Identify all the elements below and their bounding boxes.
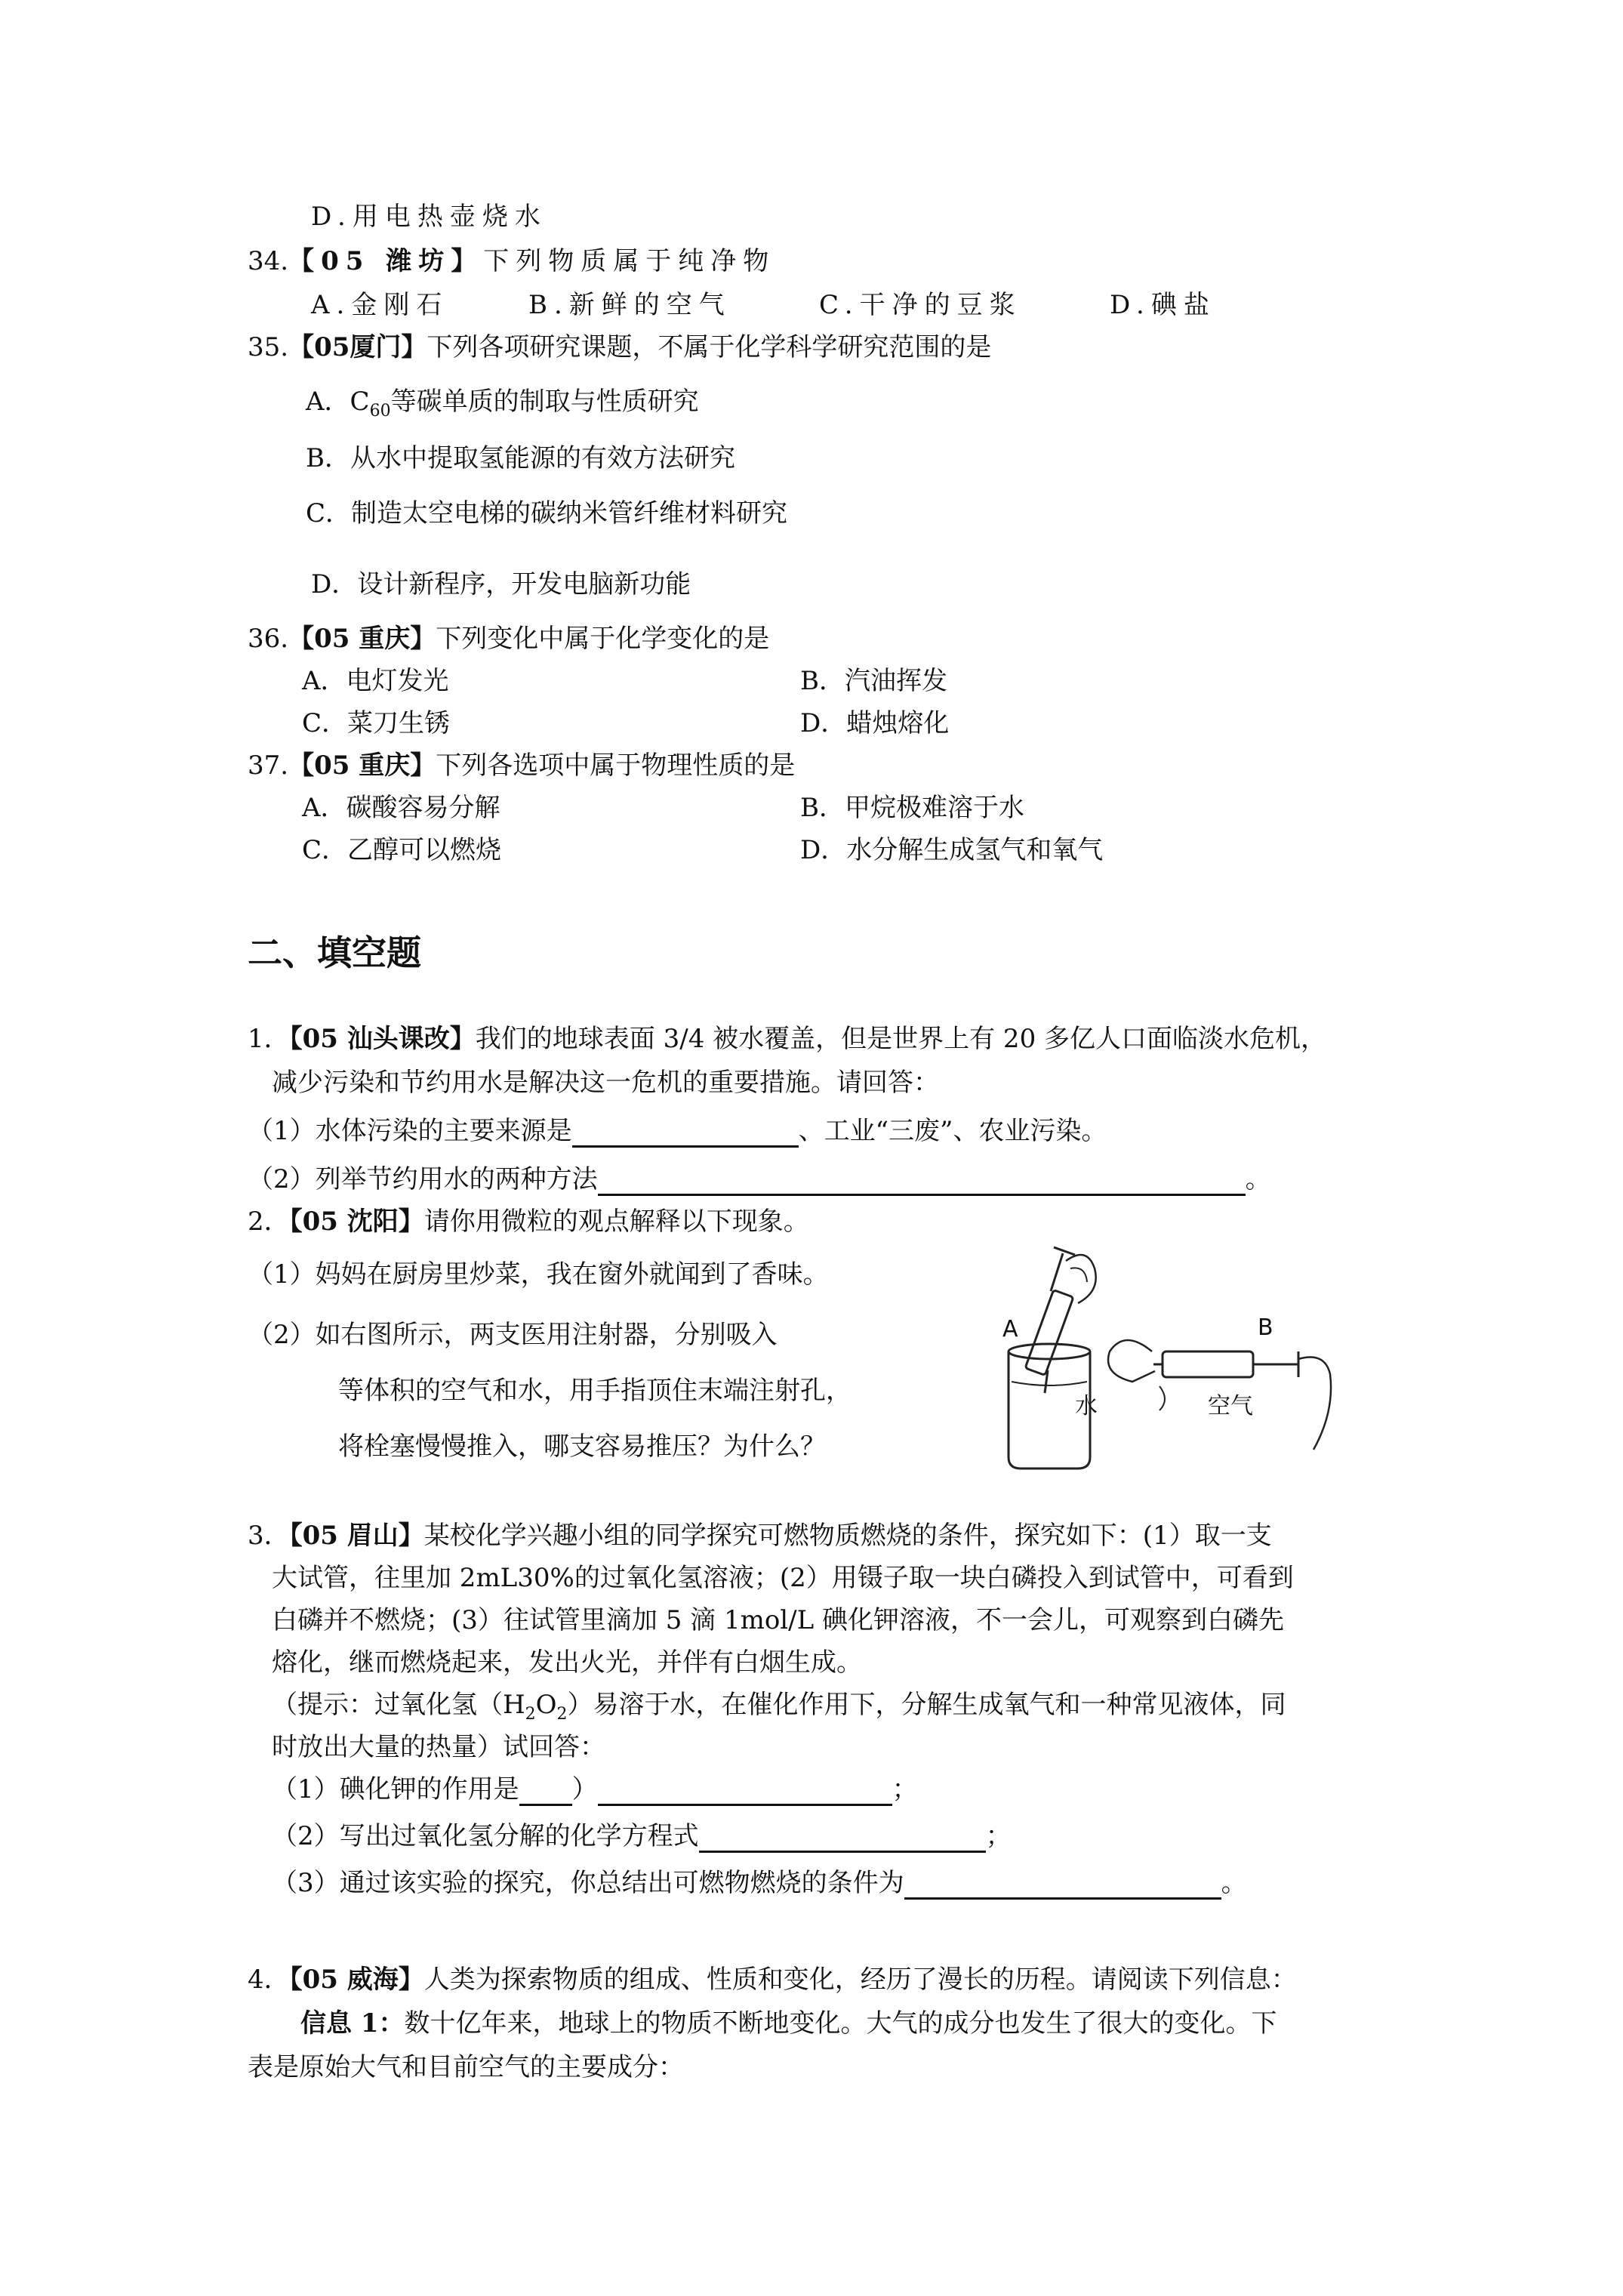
f3-line-3: 白磷并不燃烧；(3）往试管里滴加 5 滴 1mol/L 碘化钾溶液，不一会儿，可观察到白磷先 bbox=[272, 1605, 1285, 1635]
f4-stem: 4．【05 威海】人类为探索物质的组成、性质和变化，经历了漫长的历程。请阅读下列信息： bbox=[248, 1965, 1297, 1995]
q34-stem bbox=[248, 245, 775, 278]
q34-option-c: C.干净的豆浆 bbox=[819, 290, 1022, 320]
q33-option-d: D.用电热壶烧水 bbox=[311, 202, 547, 232]
question-number: 34. bbox=[248, 246, 289, 276]
answer-blank[interactable] bbox=[598, 1165, 1246, 1196]
source-tag: 【05 威海】 bbox=[289, 1965, 424, 1995]
answer-blank[interactable] bbox=[519, 1775, 572, 1806]
f3-line-4: 熔化，继而燃烧起来，发出火光，并伴有白烟生成。 bbox=[272, 1647, 862, 1678]
f3-line-1: 3．【05 眉山】某校化学兴趣小组的同学探究可燃物质燃烧的条件，探究如下：(1）取一支 bbox=[248, 1521, 1272, 1551]
answer-blank[interactable] bbox=[699, 1822, 986, 1853]
label-water: 水 bbox=[1075, 1393, 1098, 1419]
answer-blank[interactable] bbox=[904, 1869, 1221, 1900]
q37-option-b: B．甲烷极难溶于水 bbox=[800, 793, 1024, 823]
label-b: B bbox=[1258, 1314, 1273, 1341]
f1-part-2: （2）列举节约用水的两种方法 。 bbox=[248, 1164, 1271, 1194]
question-text: 下列各项研究课题，不属于化学科学研究范围的是 bbox=[427, 332, 992, 362]
source-tag: 【05 潍坊】 bbox=[288, 246, 484, 276]
f3-part-2: （2）写出过氧化氢分解的化学方程式 ； bbox=[272, 1821, 1012, 1851]
question-number: 4． bbox=[248, 1965, 290, 1995]
section-heading: 二、填空题 bbox=[248, 932, 421, 973]
f3-line-2: 大试管，往里加 2mL30%的过氧化氢溶液；(2）用镊子取一块白磷投入到试管中，可看到 bbox=[272, 1563, 1294, 1593]
answer-blank[interactable] bbox=[598, 1775, 892, 1806]
f2-part-1: （1）妈妈在厨房里炒菜，我在窗外就闻到了香味。 bbox=[248, 1259, 829, 1290]
q36-stem bbox=[248, 622, 769, 655]
f4-info-1: 信息 1：数十亿年来，地球上的物质不断地变化。大气的成分也发生了很大的变化。下 bbox=[300, 2008, 1277, 2039]
q34-option-b: B.新鲜的空气 bbox=[528, 290, 731, 320]
f2-part-2-line-2: 等体积的空气和水，用手指顶住末端注射孔， bbox=[338, 1376, 852, 1406]
question-number: 36. bbox=[248, 624, 289, 654]
question-text: 下列各选项中属于物理性质的是 bbox=[436, 750, 796, 781]
question-number: 2． bbox=[248, 1207, 290, 1237]
source-tag: 【05厦门】 bbox=[288, 332, 427, 362]
label-a: A bbox=[1002, 1316, 1018, 1342]
f4-info-1-line-2: 表是原始大气和目前空气的主要成分： bbox=[248, 2052, 684, 2082]
f1-part-1: （1）水体污染的主要来源是 、工业“三废”、农业污染。 bbox=[248, 1116, 1107, 1146]
syringe-a-icon bbox=[1025, 1247, 1096, 1393]
source-tag: 【05 重庆】 bbox=[288, 750, 436, 781]
question-text: 下列物质属于纯净物 bbox=[483, 246, 776, 276]
syringe-experiment-figure bbox=[981, 1238, 1344, 1480]
q36-option-b: B．汽油挥发 bbox=[800, 666, 947, 696]
q36-option-a: A．电灯发光 bbox=[302, 666, 449, 696]
q37-stem bbox=[248, 749, 795, 782]
q35-option-b: B．从水中提取氢能源的有效方法研究 bbox=[306, 443, 735, 473]
question-number: 1． bbox=[248, 1024, 290, 1054]
q34-option-d: D.碘盐 bbox=[1110, 290, 1216, 320]
q35-option-c: C．制造太空电梯的碳纳米管纤维材料研究 bbox=[306, 498, 788, 529]
f2-part-2-line-1: （2）如右图所示，两支医用注射器，分别吸入 bbox=[248, 1320, 778, 1350]
f1-line-1: 1．【05 汕头课改】我们的地球表面 3/4 被水覆盖，但是世界上有 20 多亿人口面临淡水危机， bbox=[248, 1024, 1327, 1054]
q37-option-c: C．乙醇可以燃烧 bbox=[302, 835, 502, 865]
answer-blank[interactable] bbox=[572, 1117, 799, 1148]
f3-part-1: （1）碘化钾的作用是 ） ； bbox=[272, 1774, 918, 1804]
q34-option-a: A.金刚石 bbox=[311, 290, 449, 320]
q36-option-d: D．蜡烛熔化 bbox=[800, 708, 950, 738]
f1-line-2: 减少污染和节约用水是解决这一危机的重要措施。请回答： bbox=[272, 1068, 939, 1098]
question-number: 3． bbox=[248, 1521, 290, 1551]
source-tag: 【05 汕头课改】 bbox=[289, 1024, 476, 1054]
question-number: 37. bbox=[248, 750, 289, 781]
q37-option-a: A．碳酸容易分解 bbox=[302, 793, 500, 823]
source-tag: 【05 沈阳】 bbox=[289, 1207, 424, 1237]
q35-option-a: A．$C_{60}$等碳单质的制取与性质研究 bbox=[306, 387, 699, 421]
f3-part-3: （3）通过该实验的探究，你总结出可燃物燃烧的条件为 。 bbox=[272, 1868, 1247, 1898]
q37-option-d: D．水分解生成氢气和氧气 bbox=[800, 835, 1104, 865]
question-text: 下列变化中属于化学变化的是 bbox=[436, 624, 770, 654]
source-tag: 【05 眉山】 bbox=[289, 1521, 424, 1551]
f3-hint-line-1: （提示：过氧化氢$(H_2O_2)$易溶于水，在催化作用下，分解生成氧气和一种常见液体，同 bbox=[272, 1690, 1286, 1724]
q36-option-c: C．菜刀生锈 bbox=[302, 708, 451, 738]
q35-stem bbox=[248, 331, 991, 364]
q35-option-d: D．设计新程序，开发电脑新功能 bbox=[311, 569, 691, 599]
source-tag: 【05 重庆】 bbox=[288, 624, 436, 654]
label-air: 空气 bbox=[1208, 1393, 1253, 1419]
f3-hint-line-2: 时放出大量的热量）试回答： bbox=[272, 1732, 605, 1762]
f2-stem: 2．【05 沈阳】请你用微粒的观点解释以下现象。 bbox=[248, 1207, 809, 1237]
f2-part-2-line-3: 将栓塞慢慢推入，哪支容易推压？为什么？ bbox=[338, 1432, 826, 1462]
question-number: 35. bbox=[248, 332, 289, 362]
